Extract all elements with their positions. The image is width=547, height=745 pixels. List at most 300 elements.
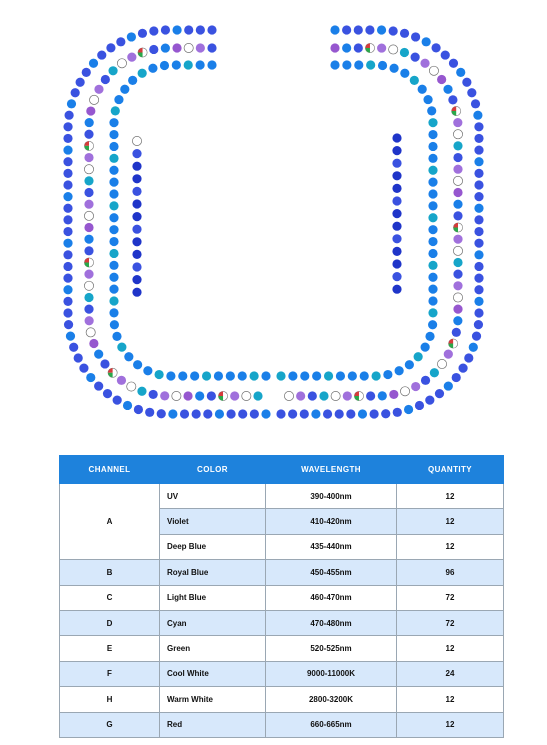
led-violet	[230, 391, 239, 400]
led-red	[108, 368, 117, 377]
led-royal-blue	[471, 99, 480, 108]
led-royal-blue	[392, 159, 401, 168]
led-light-blue	[428, 273, 437, 282]
led-royal-blue	[113, 396, 122, 405]
channel-cell: B	[60, 560, 160, 585]
led-royal-blue	[366, 391, 375, 400]
led-royal-blue	[462, 78, 471, 87]
led-cyan	[109, 296, 118, 305]
led-light-blue	[474, 250, 483, 259]
led-light-blue	[383, 370, 392, 379]
led-red	[218, 391, 227, 400]
led-light-blue	[196, 60, 205, 69]
led-light-blue	[378, 391, 387, 400]
led-royal-blue	[69, 343, 78, 352]
quantity-cell: 72	[397, 585, 504, 610]
led-royal-blue	[474, 215, 483, 224]
led-light-blue	[109, 178, 118, 187]
led-royal-blue	[392, 234, 401, 243]
led-deep-blue	[132, 212, 141, 221]
led-royal-blue	[472, 332, 481, 341]
led-royal-blue	[288, 409, 297, 418]
led-royal-blue	[97, 50, 106, 59]
led-cyan	[109, 201, 118, 210]
led-cyan	[372, 371, 381, 380]
led-royal-blue	[431, 43, 440, 52]
wavelength-cell: 435-440nm	[266, 534, 397, 559]
color-cell: Light Blue	[160, 585, 266, 610]
led-light-blue	[160, 61, 169, 70]
led-light-blue	[425, 332, 434, 341]
led-cyan	[428, 261, 437, 270]
header-color: COLOR	[160, 456, 266, 484]
led-cyan	[324, 371, 333, 380]
led-light-blue	[109, 166, 118, 175]
channel-cell: E	[60, 636, 160, 661]
led-deep-blue	[392, 184, 401, 193]
quantity-cell: 24	[397, 661, 504, 686]
led-cool-white	[429, 66, 438, 75]
led-light-blue	[378, 61, 387, 70]
led-light-blue	[342, 60, 351, 69]
led-royal-blue	[103, 389, 112, 398]
led-royal-blue	[411, 32, 420, 41]
led-cyan	[319, 391, 328, 400]
led-light-blue	[109, 285, 118, 294]
led-uv	[437, 75, 446, 84]
led-uv	[89, 339, 98, 348]
led-violet	[453, 235, 462, 244]
led-royal-blue	[82, 68, 91, 77]
led-light-blue	[172, 60, 181, 69]
led-royal-blue	[474, 227, 483, 236]
led-light-blue	[428, 225, 437, 234]
led-light-blue	[288, 371, 297, 380]
led-light-blue	[428, 130, 437, 139]
led-royal-blue	[149, 26, 158, 35]
led-violet	[84, 270, 93, 279]
table-body	[60, 484, 504, 738]
led-royal-blue	[392, 196, 401, 205]
led-royal-blue	[435, 389, 444, 398]
led-uv	[453, 305, 462, 314]
wavelength-cell: 460-470nm	[266, 585, 397, 610]
led-cool-white	[453, 246, 462, 255]
led-violet	[85, 316, 94, 325]
led-light-blue	[428, 189, 437, 198]
led-light-blue	[109, 189, 118, 198]
led-royal-blue	[63, 134, 72, 143]
led-royal-blue	[452, 373, 461, 382]
led-cyan	[414, 352, 423, 361]
led-cyan	[117, 343, 126, 352]
led-royal-blue	[400, 29, 409, 38]
led-deep-blue	[132, 250, 141, 259]
led-red	[453, 223, 462, 232]
led-royal-blue	[63, 215, 72, 224]
channel-cell: G	[60, 712, 160, 737]
led-uv	[84, 223, 93, 232]
led-royal-blue	[449, 59, 458, 68]
led-light-blue	[109, 273, 118, 282]
led-royal-blue	[64, 320, 73, 329]
led-uv	[86, 106, 95, 115]
led-royal-blue	[116, 37, 125, 46]
led-cool-white	[84, 281, 93, 290]
table-row	[60, 484, 504, 509]
channel-cell: D	[60, 610, 160, 635]
led-cool-white	[242, 391, 251, 400]
led-light-blue	[110, 320, 119, 329]
led-royal-blue	[74, 353, 83, 362]
led-violet	[343, 391, 352, 400]
led-royal-blue	[389, 26, 398, 35]
led-cyan	[453, 141, 462, 150]
led-light-blue	[473, 111, 482, 120]
wavelength-cell: 450-455nm	[266, 560, 397, 585]
led-royal-blue	[149, 45, 158, 54]
led-cyan	[137, 387, 146, 396]
led-light-blue	[404, 405, 413, 414]
led-light-blue	[89, 59, 98, 68]
led-royal-blue	[474, 262, 483, 271]
led-royal-blue	[474, 169, 483, 178]
led-deep-blue	[392, 209, 401, 218]
led-royal-blue	[94, 381, 103, 390]
led-cool-white	[132, 136, 141, 145]
led-light-blue	[422, 37, 431, 46]
led-light-blue	[85, 118, 94, 127]
led-light-blue	[443, 85, 452, 94]
table-header	[60, 456, 504, 484]
led-red	[84, 141, 93, 150]
led-violet	[84, 153, 93, 162]
led-royal-blue	[138, 29, 147, 38]
led-royal-blue	[203, 409, 212, 418]
led-royal-blue	[161, 25, 170, 34]
color-cell: UV	[160, 484, 266, 509]
led-light-blue	[428, 237, 437, 246]
led-royal-blue	[425, 396, 434, 405]
led-royal-blue	[63, 308, 72, 317]
led-royal-blue	[452, 328, 461, 337]
led-light-blue	[84, 235, 93, 244]
led-uv	[389, 390, 398, 399]
led-deep-blue	[132, 199, 141, 208]
led-cyan	[84, 176, 93, 185]
led-cyan	[276, 371, 285, 380]
led-light-blue	[112, 332, 121, 341]
led-light-blue	[109, 213, 118, 222]
led-royal-blue	[411, 53, 420, 62]
color-cell: Cyan	[160, 610, 266, 635]
led-cyan	[430, 368, 439, 377]
led-cyan	[400, 48, 409, 57]
led-cool-white	[331, 391, 340, 400]
header-wavelength: WAVELENGTH	[266, 456, 397, 484]
led-violet	[117, 376, 126, 385]
color-cell: Deep Blue	[160, 534, 266, 559]
led-uv	[330, 43, 339, 52]
led-light-blue	[226, 371, 235, 380]
led-royal-blue	[134, 405, 143, 414]
wavelength-cell: 520-525nm	[266, 636, 397, 661]
led-royal-blue	[132, 149, 141, 158]
led-royal-blue	[276, 409, 285, 418]
led-light-blue	[444, 381, 453, 390]
led-royal-blue	[63, 180, 72, 189]
led-royal-blue	[63, 157, 72, 166]
led-royal-blue	[393, 408, 402, 417]
led-cool-white	[453, 293, 462, 302]
led-violet	[84, 200, 93, 209]
led-light-blue	[428, 142, 437, 151]
led-royal-blue	[250, 409, 259, 418]
quantity-cell: 12	[397, 687, 504, 712]
channel-cell: A	[60, 484, 160, 560]
led-cyan	[453, 258, 462, 267]
led-cyan	[109, 249, 118, 258]
led-light-blue	[428, 296, 437, 305]
led-light-blue	[456, 68, 465, 77]
led-violet	[94, 85, 103, 94]
led-violet	[196, 43, 205, 52]
led-uv	[453, 188, 462, 197]
led-royal-blue	[207, 391, 216, 400]
led-royal-blue	[370, 409, 379, 418]
table-row	[60, 712, 504, 737]
quantity-cell: 96	[397, 560, 504, 585]
led-red	[138, 48, 147, 57]
led-light-blue	[400, 69, 409, 78]
led-violet	[377, 43, 386, 52]
led-uv	[183, 391, 192, 400]
led-light-blue	[214, 371, 223, 380]
quantity-cell: 12	[397, 636, 504, 661]
led-light-blue	[300, 371, 309, 380]
color-cell: Green	[160, 636, 266, 661]
led-royal-blue	[354, 25, 363, 34]
led-light-blue	[428, 320, 437, 329]
color-cell: Violet	[160, 509, 266, 534]
led-light-blue	[148, 64, 157, 73]
led-royal-blue	[474, 285, 483, 294]
led-cyan	[109, 154, 118, 163]
led-deep-blue	[392, 146, 401, 155]
led-light-blue	[172, 25, 181, 34]
led-royal-blue	[308, 391, 317, 400]
led-royal-blue	[448, 95, 457, 104]
led-light-blue	[63, 192, 72, 201]
led-deep-blue	[132, 162, 141, 171]
led-uv	[172, 43, 181, 52]
led-light-blue	[67, 99, 76, 108]
led-light-blue	[377, 25, 386, 34]
led-violet	[127, 53, 136, 62]
led-royal-blue	[467, 88, 476, 97]
led-cyan	[184, 60, 193, 69]
led-cyan	[428, 213, 437, 222]
led-light-blue	[128, 76, 137, 85]
led-light-blue	[427, 106, 436, 115]
led-royal-blue	[63, 273, 72, 282]
led-red	[449, 339, 458, 348]
led-deep-blue	[132, 275, 141, 284]
led-deep-blue	[392, 133, 401, 142]
channel-cell: H	[60, 687, 160, 712]
led-light-blue	[109, 308, 118, 317]
led-light-blue	[166, 371, 175, 380]
led-light-blue	[423, 95, 432, 104]
led-light-blue	[330, 60, 339, 69]
led-light-blue	[418, 85, 427, 94]
led-royal-blue	[63, 122, 72, 131]
led-light-blue	[114, 95, 123, 104]
table-row	[60, 636, 504, 661]
led-violet	[296, 391, 305, 400]
led-royal-blue	[63, 169, 72, 178]
led-light-blue	[109, 261, 118, 270]
led-royal-blue	[207, 43, 216, 52]
led-light-blue	[474, 204, 483, 213]
led-light-blue	[161, 43, 170, 52]
led-light-blue	[405, 360, 414, 369]
led-royal-blue	[192, 409, 201, 418]
led-cyan	[366, 60, 375, 69]
led-royal-blue	[63, 262, 72, 271]
led-cyan	[155, 370, 164, 379]
wavelength-cell: 660-665nm	[266, 712, 397, 737]
led-light-blue	[66, 332, 75, 341]
table-row	[60, 560, 504, 585]
led-cool-white	[184, 43, 193, 52]
led-royal-blue	[65, 111, 74, 120]
quantity-cell: 12	[397, 509, 504, 534]
led-royal-blue	[76, 78, 85, 87]
led-royal-blue	[207, 25, 216, 34]
led-light-blue	[453, 200, 462, 209]
wavelength-cell: 390-400nm	[266, 484, 397, 509]
led-royal-blue	[458, 364, 467, 373]
led-royal-blue	[84, 305, 93, 314]
led-royal-blue	[323, 409, 332, 418]
led-royal-blue	[474, 145, 483, 154]
led-royal-blue	[474, 273, 483, 282]
led-cool-white	[172, 391, 181, 400]
led-royal-blue	[381, 409, 390, 418]
led-royal-blue	[145, 408, 154, 417]
led-light-blue	[178, 371, 187, 380]
led-royal-blue	[71, 88, 80, 97]
led-royal-blue	[474, 180, 483, 189]
led-cool-white	[453, 176, 462, 185]
led-light-blue	[311, 409, 320, 418]
led-light-blue	[261, 409, 270, 418]
led-light-blue	[330, 25, 339, 34]
quantity-cell: 12	[397, 534, 504, 559]
led-light-blue	[261, 371, 270, 380]
led-cool-white	[284, 391, 293, 400]
wavelength-cell: 410-420nm	[266, 509, 397, 534]
led-royal-blue	[84, 246, 93, 255]
led-violet	[160, 391, 169, 400]
led-light-blue	[453, 316, 462, 325]
led-light-blue	[358, 409, 367, 418]
led-violet	[420, 59, 429, 68]
led-royal-blue	[474, 134, 483, 143]
led-cyan	[108, 66, 117, 75]
led-royal-blue	[342, 25, 351, 34]
color-cell: Warm White	[160, 687, 266, 712]
color-cell: Royal Blue	[160, 560, 266, 585]
led-royal-blue	[415, 401, 424, 410]
led-violet	[453, 281, 462, 290]
led-cyan	[202, 371, 211, 380]
led-light-blue	[348, 371, 357, 380]
led-light-blue	[94, 350, 103, 359]
header-channel: CHANNEL	[60, 456, 160, 484]
led-light-blue	[474, 157, 483, 166]
led-cyan	[84, 293, 93, 302]
led-royal-blue	[79, 364, 88, 373]
led-cyan	[428, 308, 437, 317]
led-light-blue	[86, 373, 95, 382]
channel-cell: C	[60, 585, 160, 610]
quantity-cell: 12	[397, 484, 504, 509]
led-violet	[444, 350, 453, 359]
led-light-blue	[109, 130, 118, 139]
led-royal-blue	[474, 308, 483, 317]
led-royal-blue	[157, 409, 166, 418]
led-royal-blue	[453, 270, 462, 279]
led-cool-white	[437, 359, 446, 368]
led-light-blue	[195, 391, 204, 400]
led-red	[354, 391, 363, 400]
led-cool-white	[400, 387, 409, 396]
led-royal-blue	[346, 409, 355, 418]
led-royal-blue	[421, 376, 430, 385]
led-royal-blue	[132, 225, 141, 234]
led-royal-blue	[84, 188, 93, 197]
led-royal-blue	[392, 272, 401, 281]
led-cyan	[410, 76, 419, 85]
led-deep-blue	[132, 237, 141, 246]
led-cyan	[253, 391, 262, 400]
channel-cell: F	[60, 661, 160, 686]
led-royal-blue	[132, 187, 141, 196]
led-deep-blue	[392, 285, 401, 294]
led-deep-blue	[392, 171, 401, 180]
led-deep-blue	[392, 259, 401, 268]
led-violet	[411, 382, 420, 391]
color-cell: Cool White	[160, 661, 266, 686]
led-light-blue	[190, 371, 199, 380]
led-light-blue	[109, 237, 118, 246]
color-cell: Red	[160, 712, 266, 737]
led-royal-blue	[300, 409, 309, 418]
led-light-blue	[215, 409, 224, 418]
led-light-blue	[354, 60, 363, 69]
quantity-cell: 12	[397, 712, 504, 737]
table-row	[60, 610, 504, 635]
led-deep-blue	[132, 174, 141, 183]
wavelength-cell: 2800-3200K	[266, 687, 397, 712]
led-light-blue	[123, 401, 132, 410]
led-red	[365, 43, 374, 52]
led-cyan	[428, 118, 437, 127]
led-cool-white	[84, 211, 93, 220]
led-royal-blue	[149, 390, 158, 399]
